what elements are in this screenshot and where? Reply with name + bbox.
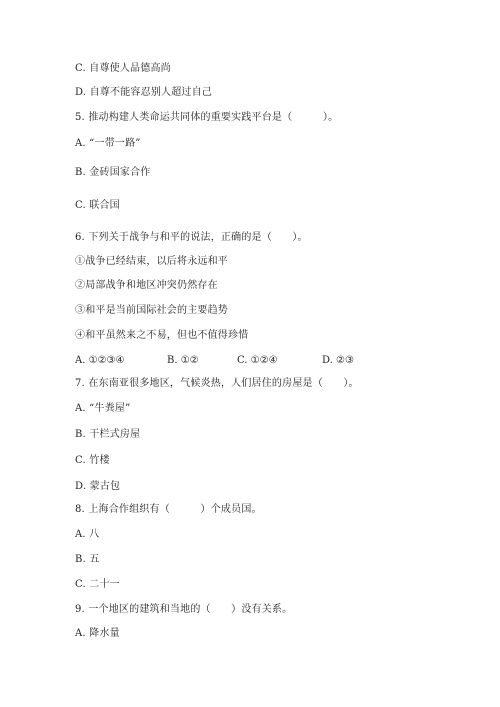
q6-statement-4: ④和平虽然来之不易，但也不值得珍惜 [75, 330, 249, 341]
q4-option-c: C. 自尊使人品德高尚 [75, 63, 171, 74]
q7-option-d: D. 蒙古包 [75, 481, 121, 492]
q7-option-c: C. 竹楼 [75, 455, 110, 466]
q8-stem: 8. 上海合作组织有（ ）个成员国。 [75, 504, 262, 515]
q9-stem: 9. 一个地区的建筑和当地的（ ）没有关系。 [75, 604, 293, 615]
q6-statement-1: ①战争已经结束，以后将永远和平 [75, 256, 228, 267]
q6-option-c: C. ①②④ [237, 355, 278, 366]
q9-option-a: A. 降水量 [75, 628, 120, 639]
q6-options-row [75, 354, 435, 368]
q5-option-c: C. 联合国 [75, 200, 120, 211]
q6-option-b: B. ①② [167, 355, 199, 366]
q8-option-b: B. 五 [75, 554, 100, 565]
q7-option-b: B. 干栏式房屋 [75, 429, 141, 440]
q6-statement-3: ③和平是当前国际社会的主要趋势 [75, 305, 228, 316]
q6-stem: 6. 下列关于战争与和平的说法，正确的是（ ）。 [75, 232, 308, 243]
q7-stem: 7. 在东南亚很多地区，气候炎热，人们居住的房屋是（ ）。 [75, 378, 359, 389]
q8-option-a: A. 八 [75, 529, 100, 540]
q6-statement-2: ②局部战争和地区冲突仍然存在 [75, 280, 218, 291]
q6-option-a: A. ①②③④ [75, 355, 125, 366]
q8-option-c: C. 二十一 [75, 579, 120, 590]
q7-option-a: A. “牛粪屋” [75, 403, 131, 414]
q5-stem: 5. 推动构建人类命运共同体的重要实践平台是（ ）。 [75, 112, 339, 123]
q6-option-d: D. ②③ [322, 355, 354, 366]
q4-option-d: D. 自尊不能容忍别人超过自己 [75, 87, 213, 98]
q5-option-a: A. “一带一路” [75, 138, 141, 149]
q5-option-b: B. 金砖国家合作 [75, 167, 151, 178]
